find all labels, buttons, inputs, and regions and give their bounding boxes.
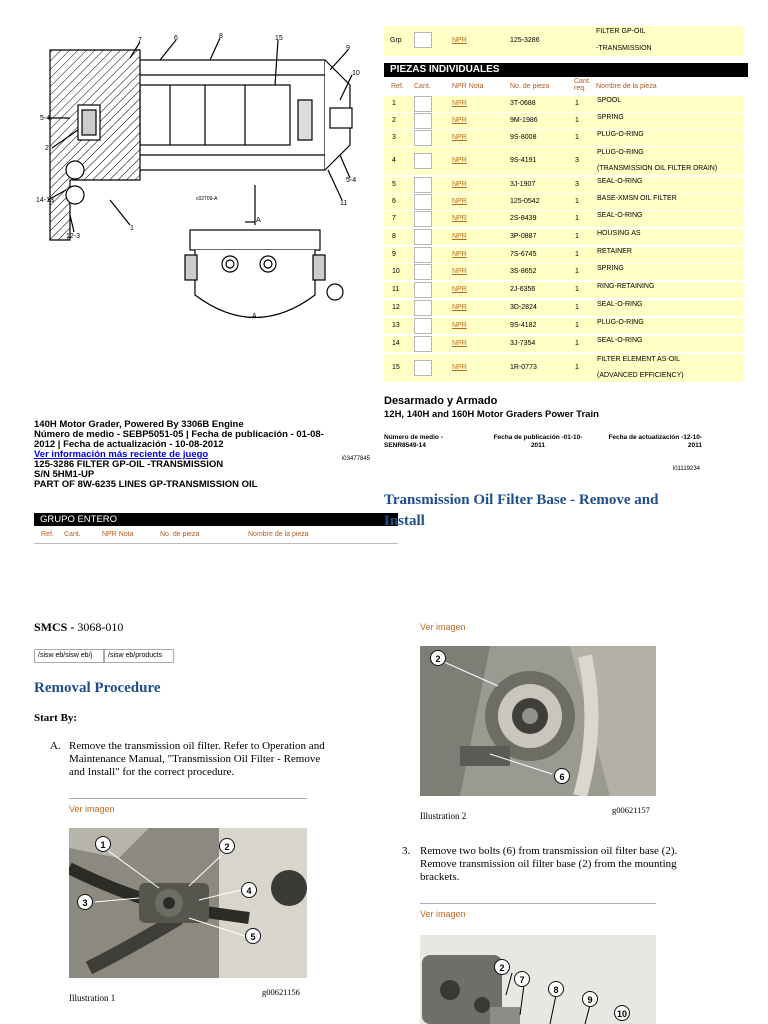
row-part-number: 2S-8439	[510, 215, 537, 222]
npr-link[interactable]: NPR	[452, 340, 467, 347]
ver-imagen-link[interactable]: Ver imagen	[69, 804, 115, 814]
row-qty-required: 1	[575, 304, 579, 311]
row-qty-required: 3	[575, 181, 579, 188]
step-3-line: Remove two bolts (6) from transmission oil filter base (2).	[420, 845, 678, 857]
npr-link[interactable]: NPR	[452, 268, 467, 275]
quantity-input[interactable]	[414, 360, 432, 376]
parts-table-row	[384, 229, 744, 245]
row-part-number: 3J-7354	[510, 340, 536, 347]
row-part-name-note: (ADVANCED EFFICIENCY)	[597, 372, 684, 379]
npr-link[interactable]: NPR	[452, 364, 467, 371]
row-ref: 3	[392, 134, 396, 141]
divider	[420, 903, 656, 904]
part-of-line: PART OF 8W-6235 LINES GP-TRANSMISSION OIL	[34, 479, 258, 490]
media-number	[384, 434, 494, 450]
doc-id-left: i03477845	[341, 456, 370, 462]
illustration-1-photo	[69, 828, 307, 978]
npr-link[interactable]: NPR	[452, 157, 467, 164]
callout-6: 6	[554, 768, 570, 784]
parts-table-row	[384, 147, 744, 175]
part-name: FILTER GP-OIL	[596, 28, 646, 35]
col-npr-nota: NPR Nota	[452, 83, 484, 90]
drawing-label: 5-4	[40, 115, 51, 122]
row-part-name: PLUG-O-RING	[597, 319, 644, 326]
col-ref: Ref.	[41, 531, 54, 538]
row-part-name: PLUG-O-RING	[597, 131, 644, 138]
serial-range: S/N 5HM1-UP	[34, 469, 95, 480]
npr-link[interactable]: NPR	[452, 117, 467, 124]
row-qty-required: 1	[575, 286, 579, 293]
row-part-name: FILTER ELEMENT AS-OIL	[597, 356, 680, 363]
quantity-input[interactable]	[414, 336, 432, 352]
step-3-line: brackets.	[420, 871, 460, 883]
quantity-input[interactable]	[414, 96, 432, 112]
upd-value: 2011	[687, 442, 702, 449]
callout-2: 2	[219, 838, 235, 854]
step-a-text	[69, 740, 349, 779]
callout-2: 2	[494, 959, 510, 975]
row-part-name: SEAL-O-RING	[597, 337, 643, 344]
drawing-label: 11	[340, 200, 348, 207]
row-ref: 10	[392, 268, 400, 275]
npr-link[interactable]: NPR	[452, 304, 467, 311]
step-a-line: Maintenance Manual, "Transmission Oil Filter - Remove	[69, 753, 321, 765]
row-ref: 7	[392, 215, 396, 222]
section-title: PIEZAS INDIVIDUALES	[390, 64, 500, 75]
drawing-caption: c02709-A	[196, 196, 218, 202]
npr-link[interactable]: NPR	[452, 100, 467, 107]
upd-label: Fecha de actualización -12-10-	[608, 434, 702, 441]
parts-table-row	[384, 247, 744, 263]
row-ref: 4	[392, 157, 396, 164]
row-part-name: SEAL-O-RING	[597, 301, 643, 308]
divider	[69, 798, 307, 799]
row-part-number: 3D-2824	[510, 304, 537, 311]
illustration-1-id: g00621156	[262, 987, 300, 997]
start-by-label: Start By:	[34, 712, 78, 724]
row-ref: 5	[392, 181, 396, 188]
row-qty-required: 1	[575, 322, 579, 329]
doc-media-line: Número de medio - SEBP5051-05 | Fecha de publicación - 01-08-	[34, 429, 324, 440]
npr-link[interactable]: NPR	[452, 233, 467, 240]
drawing-label: 9	[346, 45, 350, 52]
drawing-label: A	[256, 217, 261, 224]
callout-4: 4	[241, 882, 257, 898]
row-qty-required: 1	[575, 198, 579, 205]
col-part-no: No. de pieza	[160, 531, 200, 538]
row-part-number: 3S-8652	[510, 268, 537, 275]
doc-title: Desarmado y Armado	[384, 395, 498, 407]
illustration-3-photo	[420, 935, 656, 1024]
col-part-no: No. de pieza	[510, 83, 550, 90]
row-part-name: HOUSING AS	[597, 230, 641, 237]
npr-link[interactable]: NPR	[452, 322, 467, 329]
callout-9: 9	[582, 991, 598, 1007]
npr-link[interactable]: NPR	[452, 251, 467, 258]
photo-art	[420, 646, 656, 796]
part-number: 125-3286	[510, 37, 540, 44]
row-ref: 15	[392, 364, 400, 371]
parts-table-row	[384, 300, 744, 316]
col-name: Nombre de la pieza	[596, 83, 657, 90]
parts-table-row	[384, 194, 744, 210]
media-label: Número de medio -	[384, 434, 443, 441]
row-part-name-note: (TRANSMISSION OIL FILTER DRAIN)	[597, 165, 718, 172]
grp-label: Grp	[390, 37, 402, 44]
col-cant: Cant.	[414, 83, 431, 90]
npr-link[interactable]: NPR	[452, 286, 467, 293]
drawing-label: 10	[352, 70, 360, 77]
quantity-input[interactable]	[414, 282, 432, 298]
smcs-label: SMCS -	[34, 620, 78, 634]
illustration-1-caption: Illustration 1	[69, 993, 116, 1003]
page-heading: Transmission Oil Filter Base - Remove and Install	[384, 492, 659, 529]
drawing-label: 1	[130, 225, 134, 232]
col-ref: Ref.	[391, 83, 404, 90]
row-qty-required: 1	[575, 117, 579, 124]
parts-table-row	[384, 264, 744, 280]
group-row	[384, 26, 744, 56]
quantity-input[interactable]	[414, 153, 432, 169]
pub-value: 2011	[530, 442, 546, 449]
npr-link[interactable]: NPR	[452, 198, 467, 205]
parts-table-row	[384, 282, 744, 298]
row-qty-required: 1	[575, 100, 579, 107]
parts-table-row	[384, 177, 744, 193]
step-3-text	[420, 845, 720, 884]
section-title: GRUPO ENTERO	[40, 514, 118, 525]
row-ref: 13	[392, 322, 400, 329]
row-part-number: 3J-1907	[510, 181, 536, 188]
drawing-label: 5-4	[346, 177, 357, 184]
step-3-line: Remove transmission oil filter base (2) from the mounting	[420, 858, 677, 870]
row-ref: 14	[392, 340, 400, 347]
row-ref: 8	[392, 233, 396, 240]
drawing-label: 8	[219, 33, 223, 40]
parts-table-row	[384, 211, 744, 227]
publication-date	[488, 434, 588, 450]
quantity-input[interactable]	[414, 247, 432, 263]
callout-3: 3	[77, 894, 93, 910]
row-qty-required: 1	[575, 134, 579, 141]
row-part-number: 3T-0688	[510, 100, 536, 107]
quantity-input[interactable]	[414, 211, 432, 227]
row-part-name: RETAINER	[597, 248, 632, 255]
ver-imagen-link[interactable]: Ver imagen	[420, 622, 466, 632]
filter-assembly-drawing	[30, 30, 370, 340]
quantity-input[interactable]	[414, 177, 432, 193]
quantity-input[interactable]	[414, 130, 432, 146]
row-part-name: SPRING	[597, 114, 624, 121]
doc-id-right: i01119234	[672, 466, 700, 472]
doc-info-right	[384, 395, 764, 420]
col-cant: Cant.	[64, 531, 81, 538]
col-npr-nota: NPR Nota	[102, 531, 134, 538]
row-part-number: 125-0542	[510, 198, 540, 205]
row-qty-required: 1	[575, 364, 579, 371]
quantity-input[interactable]	[414, 300, 432, 316]
pub-label: Fecha de publicación -01-10-	[493, 434, 583, 441]
drawing-label: 7	[138, 37, 142, 44]
row-qty-required: 1	[575, 251, 579, 258]
ver-imagen-link[interactable]: Ver imagen	[420, 909, 466, 919]
doc-subtitle: 12H, 140H and 160H Motor Graders Power Train	[384, 409, 599, 420]
quantity-input[interactable]	[414, 113, 432, 129]
row-part-name: RING-RETAINING	[597, 283, 655, 290]
drawing-label: A	[252, 313, 257, 320]
section-heading: Removal Procedure	[34, 680, 161, 696]
drawing-label: 12-3	[66, 233, 81, 240]
parts-table-row	[384, 96, 744, 112]
parts-table-row	[384, 113, 744, 129]
row-ref: 1	[392, 100, 396, 107]
row-part-number: 3P-0887	[510, 233, 537, 240]
row-ref: 12	[392, 304, 400, 311]
callout-2: 2	[430, 650, 446, 666]
quantity-input[interactable]	[414, 264, 432, 280]
row-part-number: 9S-4182	[510, 322, 537, 329]
part-name-line2: -TRANSMISSION	[596, 45, 652, 52]
row-qty-required: 1	[575, 233, 579, 240]
section-bar-grupo	[34, 513, 398, 526]
row-ref: 9	[392, 251, 396, 258]
col-name: Nombre de la pieza	[248, 531, 309, 538]
media-value: SENR8549-14	[384, 442, 426, 449]
row-qty-required: 1	[575, 215, 579, 222]
parts-table-row	[384, 336, 744, 352]
latest-info-link[interactable]: Ver información más reciente de juego	[34, 449, 209, 460]
parts-table-row	[384, 318, 744, 334]
sisweb-link-1[interactable]: /sisw eb/sisw eb/j	[34, 649, 104, 663]
parts-table-row	[384, 130, 744, 146]
drawing-label: 15	[275, 35, 283, 42]
row-ref: 11	[392, 286, 400, 293]
row-part-number: 9S-8008	[510, 134, 537, 141]
smcs-line	[34, 620, 123, 635]
callout-1: 1	[95, 836, 111, 852]
row-part-number: 9S-4191	[510, 157, 537, 164]
drawing-label: 6	[174, 35, 178, 42]
doc-date-line: 2012 | Fecha de actualización - 10-08-2012	[34, 439, 224, 450]
callout-8: 8	[548, 981, 564, 997]
npr-link[interactable]: NPR	[452, 215, 467, 222]
row-part-name: SEAL-O-RING	[597, 212, 643, 219]
row-ref: 6	[392, 198, 396, 205]
row-part-name: SEAL-O-RING	[597, 178, 643, 185]
update-date	[592, 434, 702, 450]
quantity-input[interactable]	[414, 32, 432, 48]
row-part-name: SPRING	[597, 265, 624, 272]
callout-7: 7	[514, 971, 530, 987]
callout-10: 10	[614, 1005, 630, 1021]
quantity-input[interactable]	[414, 229, 432, 245]
group-name: 125-3286 FILTER GP-OIL -TRANSMISSION	[34, 459, 224, 470]
grupo-table-header	[34, 529, 398, 544]
npr-link[interactable]: NPR	[452, 181, 467, 188]
callout-5: 5	[245, 928, 261, 944]
doc-title: 140H Motor Grader, Powered By 3306B Engine	[34, 419, 244, 430]
row-part-name: SPOOL	[597, 97, 622, 104]
section-bar-piezas	[384, 63, 748, 77]
illustration-2-photo	[420, 646, 656, 796]
parts-table-row	[384, 354, 744, 382]
row-ref: 2	[392, 117, 396, 124]
drawing-label: 2	[45, 145, 49, 152]
quantity-input[interactable]	[414, 194, 432, 210]
drawing-label: 14-13	[36, 197, 54, 204]
npr-link[interactable]: NPR	[452, 134, 467, 141]
illustration-2-caption: Illustration 2	[420, 811, 467, 821]
npr-link[interactable]: NPR	[452, 37, 467, 44]
illustration-2-id: g00621157	[612, 805, 650, 815]
step-3-marker: 3.	[402, 845, 411, 857]
row-part-number: 2J-6356	[510, 286, 536, 293]
row-part-name: BASE-XMSN OIL FILTER	[597, 195, 677, 202]
smcs-value: 3068-010	[77, 620, 124, 634]
row-part-number: 9M-1986	[510, 117, 538, 124]
step-a-marker: A.	[50, 740, 61, 752]
sisweb-link-2[interactable]: /sisw eb/products	[104, 649, 174, 663]
doc-info-left	[34, 420, 364, 490]
row-qty-required: 3	[575, 157, 579, 164]
row-part-name: PLUG-O-RING	[597, 149, 644, 156]
step-a-line: Remove the transmission oil filter. Refer to Operation and	[69, 740, 325, 752]
row-part-number: 1R-0773	[510, 364, 537, 371]
row-part-number: 7S-6745	[510, 251, 537, 258]
step-a-line: and Install" for the correct procedure.	[69, 766, 235, 778]
parts-table-header	[384, 78, 748, 96]
row-qty-required: 1	[575, 268, 579, 275]
quantity-input[interactable]	[414, 318, 432, 334]
row-qty-required: 1	[575, 340, 579, 347]
col-cant-req: Cant. req.	[574, 78, 591, 92]
